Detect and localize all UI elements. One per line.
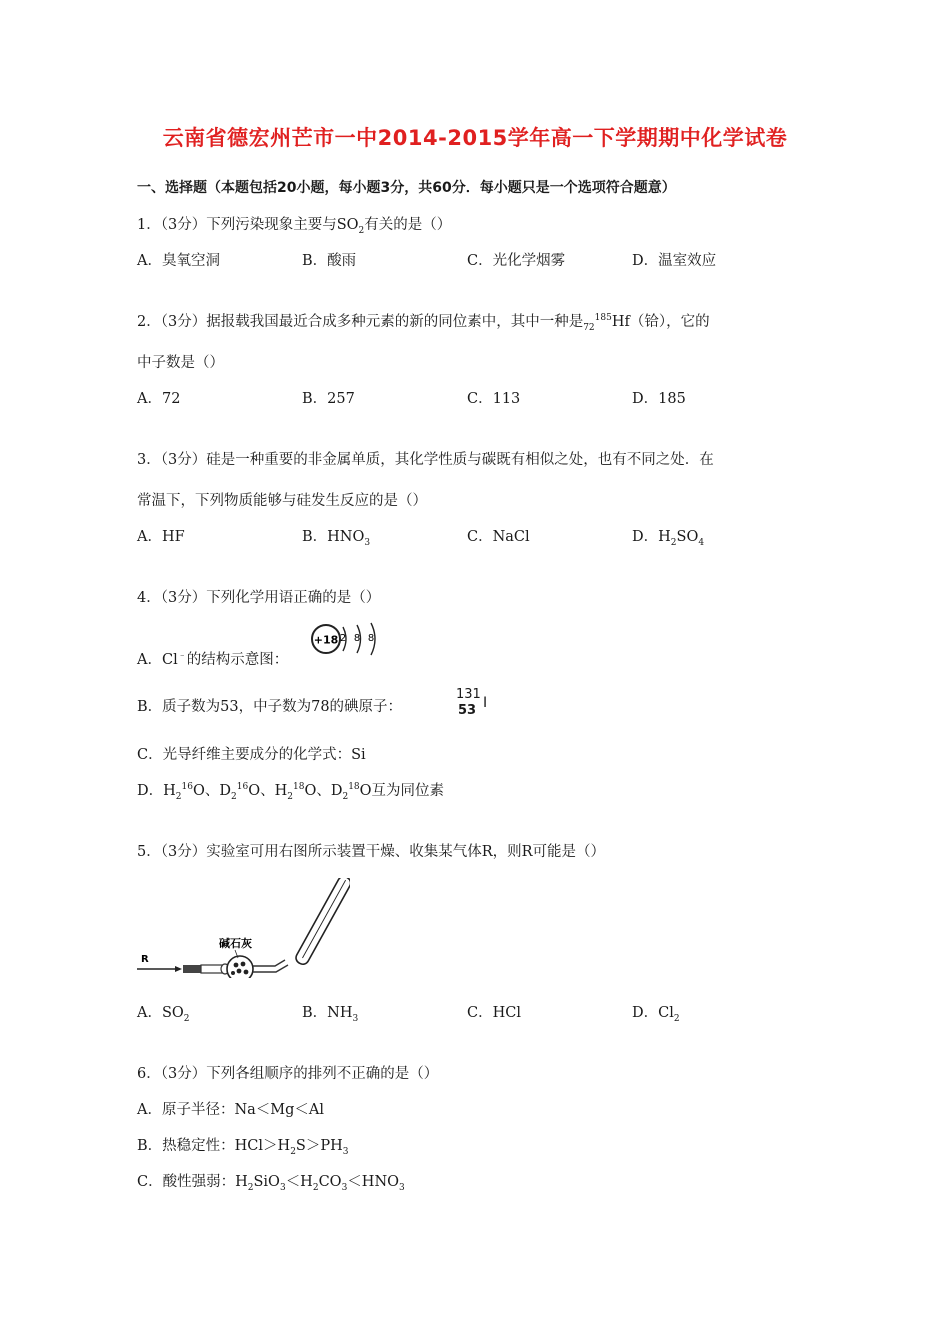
q3-option-a: A．HF bbox=[137, 529, 185, 545]
shell-electron-count-1: 2 bbox=[339, 633, 347, 644]
q2-option-a: A．72 bbox=[137, 391, 181, 407]
desiccant-granule bbox=[237, 969, 242, 974]
q6-option-c: C．酸性强弱：$H_2SiO_3<H_2CO_3<HNO_3$ bbox=[137, 1174, 405, 1193]
q4-option-b: B．质子数为53，中子数为78的碘原子： bbox=[137, 699, 403, 715]
gas-drying-apparatus-figure bbox=[135, 878, 350, 978]
shell-electron-count-2: 8 bbox=[353, 633, 361, 644]
shell-electron-count-3: 8 bbox=[367, 633, 375, 644]
q5-option-d: D．$Cl_2$ bbox=[632, 1005, 680, 1024]
page-title: 云南省德宏州芒市一中2014-2015学年高一下学期期中化学试卷 bbox=[162, 126, 788, 150]
q1-option-d: D．温室效应 bbox=[632, 253, 717, 269]
q5-option-b: B．$NH_3$ bbox=[302, 1005, 359, 1024]
q3-option-c: C．NaCl bbox=[467, 529, 530, 545]
inlet-tube bbox=[201, 965, 223, 973]
q5-option-c: C．HCl bbox=[467, 1005, 521, 1021]
section-heading: 一、选择题（本题包括20小题，每小题3分，共60分．每小题只是一个选项符合题意） bbox=[137, 180, 676, 196]
q4-option-c: C．光导纤维主要成分的化学式：Si bbox=[137, 747, 366, 763]
question-3-stem-line1: 3．（3分）硅是一种重要的非金属单质，其化学性质与碳既有相似之处，也有不同之处．在 bbox=[137, 452, 714, 468]
drying-bulb bbox=[227, 956, 253, 978]
gas-label: R bbox=[141, 954, 149, 965]
q1-option-a: A．臭氧空洞 bbox=[137, 253, 220, 269]
q4-option-a: A．Cl﹣的结构示意图： bbox=[137, 651, 289, 668]
question-6-stem: 6．（3分）下列各组顺序的排列不正确的是（） bbox=[137, 1066, 439, 1082]
inlet-arrow-head bbox=[175, 966, 182, 972]
question-4-stem: 4．（3分）下列化学用语正确的是（） bbox=[137, 590, 381, 606]
question-1-stem: 1．（3分）下列污染现象主要与$SO_2$有关的是（） bbox=[137, 217, 452, 236]
q6-option-a: A．原子半径：Na＜Mg＜Al bbox=[137, 1102, 325, 1118]
q3-option-d: D．$H_2SO_4$ bbox=[632, 529, 705, 548]
question-2-stem-line2: 中子数是（） bbox=[137, 355, 224, 371]
desiccant-label: 碱石灰 bbox=[219, 937, 252, 950]
q2-option-b: B．257 bbox=[302, 391, 355, 407]
q3-option-b: B．$HNO_3$ bbox=[302, 529, 371, 548]
q1-option-b: B．酸雨 bbox=[302, 253, 357, 269]
question-5-stem: 5．（3分）实验室可用右图所示装置干燥、收集某气体R，则R可能是（） bbox=[137, 844, 606, 860]
q4-option-d: D．$H_2^{16}O$、$D_2^{16}O$、$H_2^{18}O$、$D_2^{18}O$互为同位素 bbox=[137, 782, 445, 802]
q6-option-b: B．热稳定性：$HCl>H_2S>PH_3$ bbox=[137, 1138, 349, 1157]
desiccant-granule bbox=[231, 971, 235, 975]
iodine-mass-number: 131 bbox=[456, 687, 481, 702]
question-3-stem-line2: 常温下，下列物质能够与硅发生反应的是（） bbox=[137, 493, 427, 509]
inner-delivery-tube bbox=[302, 880, 345, 958]
desiccant-granule bbox=[244, 970, 249, 975]
outlet-tube-top bbox=[253, 960, 285, 966]
desiccant-granule bbox=[234, 963, 239, 968]
q2-option-c: C．113 bbox=[467, 391, 521, 407]
desiccant-granule bbox=[241, 962, 246, 967]
question-2-stem-line1: 2．（3分）据报载我国最近合成多种元素的新的同位素中，其中一种是$_{72}^{185}$Hf（铪），它的 bbox=[137, 313, 710, 333]
chloride-ion-structure-diagram bbox=[309, 622, 381, 664]
q5-option-a: A．$SO_2$ bbox=[137, 1005, 190, 1024]
iodine-nuclide-notation bbox=[456, 687, 496, 721]
q2-option-d: D．185 bbox=[632, 391, 686, 407]
iodine-atomic-number: 53 bbox=[458, 703, 477, 718]
inlet-stopper bbox=[183, 965, 201, 973]
iodine-symbol: I bbox=[483, 695, 488, 711]
collecting-tube-group bbox=[294, 878, 350, 966]
nucleus-charge: +18 bbox=[313, 633, 339, 647]
q1-option-c: C．光化学烟雾 bbox=[467, 253, 566, 269]
